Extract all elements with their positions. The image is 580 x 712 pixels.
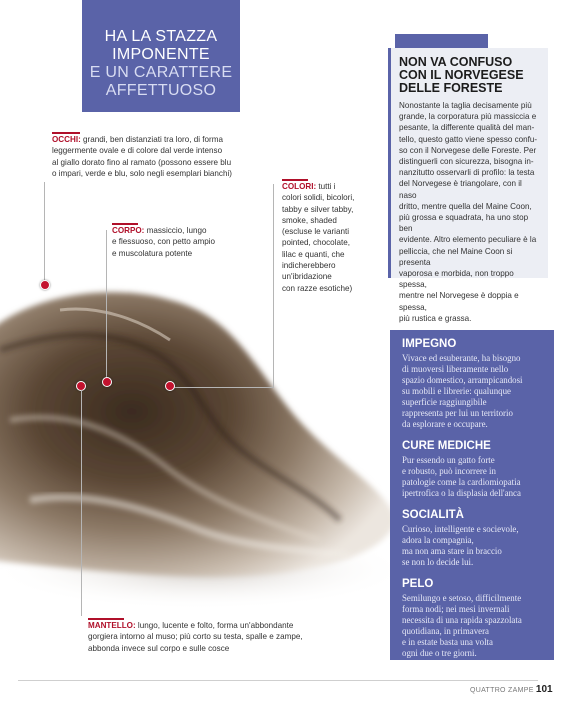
section-line: Curioso, intelligente e socievole,: [402, 524, 519, 534]
info-body-line: grande, la corporatura più massiccia e: [399, 112, 537, 122]
colori-line: tabby e silver tabby,: [282, 204, 354, 214]
colori-line: colori solidi, bicolori,: [282, 193, 355, 203]
section-heading-impegno: IMPEGNO: [402, 338, 457, 350]
section-body-cure-mediche: [402, 455, 544, 499]
corpo-line: e muscolatura potente: [112, 248, 193, 258]
section-line: se non lo decide lui.: [402, 557, 474, 567]
info-body-line: distinguerli con sicurezza, bisogna in-: [399, 157, 534, 167]
title-line-2: IMPONENTE: [112, 46, 210, 63]
colori-marker-dot: [165, 381, 175, 391]
info-body-line: Nonostante la taglia decisamente più: [399, 101, 532, 110]
info-box-panel: [388, 48, 548, 323]
info-body-line: nanzitutto osservarli di profilo: la testa: [399, 168, 535, 178]
corpo-label: CORPO:: [112, 226, 145, 235]
occhi-marker-dot: [40, 280, 50, 290]
occhi-line: leggermente ovale e di colore dal verde intenso: [52, 146, 223, 156]
section-line: di muoversi liberamente nello: [402, 364, 509, 374]
section-heading-cure-mediche: CURE MEDICHE: [402, 440, 491, 452]
colori-line: con razze esotiche): [282, 283, 353, 293]
section-heading-socialita: SOCIALITÀ: [402, 509, 464, 521]
info-body-line: più rustica e grassa.: [399, 313, 472, 323]
section-line: su mobili e librerie: qualunque: [402, 386, 511, 396]
section-line: ogni due o tre giorni.: [402, 648, 477, 658]
info-body-line: dritto, mentre quella del Maine Coon,: [399, 201, 532, 211]
mantello-line: abbonda invece sul corpo e sulle cosce: [88, 643, 230, 653]
info-box-tab: [395, 34, 488, 48]
colori-line: pointed, chocolate,: [282, 238, 350, 248]
section-line: ma non ama stare in braccio: [402, 546, 502, 556]
section-line: ipertrofica o la displasia dell'anca: [402, 488, 521, 498]
footer-rule: [18, 680, 538, 681]
section-line: Pur essendo un gatto forte: [402, 455, 495, 465]
occhi-line: o impari, verde e blu, solo negli esemplari bianchi): [52, 168, 232, 178]
mantello-line: gorgiera intorno al muso; più corto su testa, spalle e zampe,: [88, 632, 303, 642]
info-body-line: vaporosa e morbida, non troppo spessa,: [399, 269, 514, 290]
mantello-label: MANTELLO:: [88, 621, 136, 630]
corpo-annotation: [112, 225, 262, 259]
magazine-name: QUATTRO ZAMPE: [470, 687, 534, 694]
info-body-line: mentre nel Norvegese è doppia e spessa,: [399, 291, 519, 312]
occhi-line: al giallo dorato fino al ramato (possono essere blu: [52, 157, 232, 167]
title-box: [82, 0, 240, 112]
info-body-line: pesante, la differente qualità del man-: [399, 123, 535, 133]
section-line: quotidiana, in primavera: [402, 626, 489, 636]
section-body-pelo: [402, 593, 544, 659]
colori-line: smoke, shaded: [282, 215, 337, 225]
section-line: superficie raggiungibile: [402, 397, 487, 407]
occhi-line: grandi, ben distanziati tra loro, di forma: [83, 135, 223, 144]
title-line-1: HA LA STAZZA: [104, 28, 218, 45]
section-line: patologie come la cardiomiopatia: [402, 477, 521, 487]
title-line-3: E UN CARATTERE: [89, 64, 233, 81]
section-line: spazio domestico, arrampicandosi: [402, 375, 523, 385]
cat-fur-photo: [0, 270, 400, 630]
info-body-line: so con il Norvegese delle Foreste. Per: [399, 145, 537, 155]
occhi-annotation: [52, 134, 282, 179]
section-line: forma nodi; nei mesi invernali: [402, 604, 510, 614]
corpo-line: massiccio, lungo: [146, 226, 207, 235]
info-heading-line: NON VA CONFUSO: [399, 55, 513, 69]
info-body-line: evidente. Altro elemento peculiare è la: [399, 235, 537, 245]
info-box-heading: [399, 56, 539, 95]
section-heading-pelo: PELO: [402, 578, 434, 590]
colori-line: un'ibridazione: [282, 272, 332, 282]
section-line: e in estate basta una volta: [402, 637, 493, 647]
section-line: e robusto, può incorrere in: [402, 466, 496, 476]
occhi-label: OCCHI:: [52, 135, 81, 144]
section-body-impegno: [402, 353, 544, 430]
info-heading-line: DELLE FORESTE: [399, 81, 503, 95]
mantello-annotation: [88, 620, 348, 654]
colori-leader-line: [273, 184, 274, 388]
colori-leader-horizontal: [172, 387, 274, 388]
colori-line: (escluse le varianti: [282, 227, 350, 237]
info-heading-line: CON IL NORVEGESE: [399, 68, 524, 82]
info-body-line: del Norvegese è triangolare, con il naso: [399, 179, 522, 200]
corpo-marker-dot: [102, 377, 112, 387]
info-body-line: più grossa e squadrata, ha uno stop ben: [399, 213, 529, 234]
traits-column: [390, 330, 554, 660]
colori-line: indicherebbero: [282, 261, 336, 271]
colori-line: tutti i: [318, 182, 336, 191]
mantello-leader-line: [81, 390, 82, 616]
section-line: rappresenta per lui un territorio: [402, 408, 513, 418]
corpo-leader-line: [106, 230, 107, 380]
info-body-line: tello, questo gatto viene spesso confu-: [399, 134, 538, 144]
info-body-line: pelliccia, che nel Maine Coon si presenta: [399, 246, 513, 267]
colori-annotation: [282, 181, 382, 294]
corpo-line: e flessuoso, con petto ampio: [112, 237, 216, 247]
info-box-body: [399, 100, 539, 324]
section-line: necessita di una rapida spazzolata: [402, 615, 522, 625]
page-number: 101: [535, 684, 553, 695]
occhi-leader-line: [44, 182, 45, 282]
title-line-4: AFFETTUOSO: [105, 82, 217, 99]
colori-line: lilac e quanti, che: [282, 249, 345, 259]
colori-label: COLORI:: [282, 182, 317, 191]
section-line: da esplorare e occupare.: [402, 419, 488, 429]
page-footer: [470, 684, 553, 695]
section-line: adora la compagnia,: [402, 535, 474, 545]
section-line: Semilungo e setoso, difficilmente: [402, 593, 522, 603]
mantello-line: lungo, lucente e folto, forma un'abbondante: [137, 621, 294, 630]
section-body-socialita: [402, 524, 544, 568]
section-line: Vivace ed esuberante, ha bisogno: [402, 353, 521, 363]
